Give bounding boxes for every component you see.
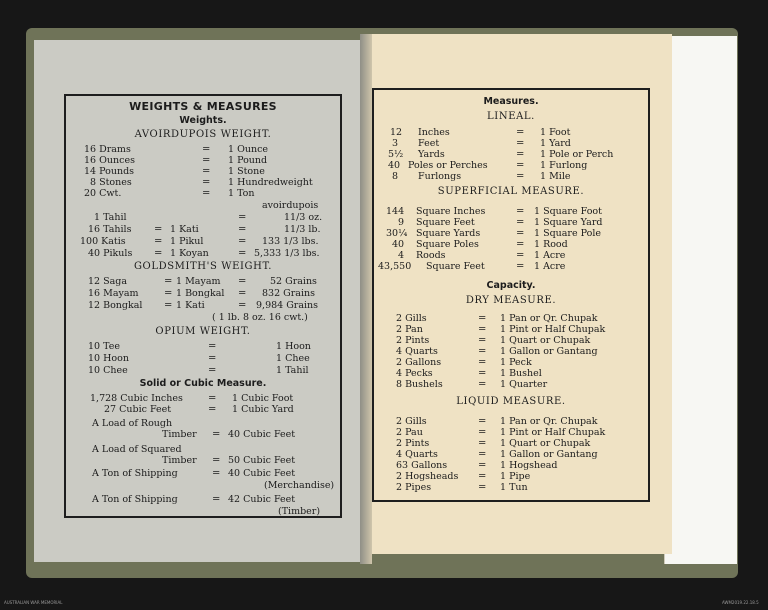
table-row bbox=[66, 288, 340, 300]
equals-sign: = bbox=[516, 239, 525, 250]
equals-sign: = bbox=[154, 236, 163, 247]
equals-sign: = bbox=[202, 177, 211, 188]
cell-text: 4 Quarts bbox=[396, 449, 438, 460]
cell-text: 1 Foot bbox=[540, 127, 571, 138]
cell-text: 43,550 bbox=[378, 261, 412, 272]
cell-text: 5½ bbox=[388, 149, 404, 160]
cell-text: 1 Quarter bbox=[500, 379, 548, 390]
cell-text: 2 Pipes bbox=[396, 482, 432, 493]
cell-text: 16 Ounces bbox=[84, 155, 135, 166]
cell-text: Yards bbox=[418, 149, 445, 160]
cell-text: 14 Pounds bbox=[84, 166, 135, 177]
cell-text: 4 bbox=[398, 250, 405, 261]
equals-sign: = bbox=[208, 393, 217, 404]
equals-sign: = bbox=[516, 127, 525, 138]
table-row bbox=[66, 468, 340, 480]
goldsmith-note: ( 1 lb. 8 oz. 16 cwt.) bbox=[212, 312, 308, 323]
cell-text: 1 Kati bbox=[170, 224, 199, 235]
cell-text: 1 Stone bbox=[228, 166, 265, 177]
equals-sign: = bbox=[202, 188, 211, 199]
table-row bbox=[66, 248, 340, 260]
cell-text: 1 Acre bbox=[534, 250, 566, 261]
back-page-sheet bbox=[664, 36, 737, 564]
cubic-note: (Merchandise) bbox=[264, 480, 335, 491]
cell-text: 1 Koyan bbox=[170, 248, 209, 259]
measures-table bbox=[372, 88, 650, 502]
cell-text: 40 bbox=[388, 160, 401, 171]
cell-text: 1 Ton bbox=[228, 188, 255, 199]
cell-text: 1 Hogshead bbox=[500, 460, 558, 471]
cell-text: 63 Gallons bbox=[396, 460, 448, 471]
equals-sign: = bbox=[516, 261, 525, 272]
cell-text: 2 Gills bbox=[396, 313, 427, 324]
table-row bbox=[66, 455, 340, 467]
equals-sign: = bbox=[516, 171, 525, 182]
cell-text: 1 Gallon or Gantang bbox=[500, 346, 598, 357]
left-title: WEIGHTS & MEASURES bbox=[129, 100, 277, 113]
equals-sign: = bbox=[212, 429, 221, 440]
table-row bbox=[66, 276, 340, 288]
table-row bbox=[374, 482, 648, 494]
equals-sign: = bbox=[478, 460, 487, 471]
cell-text: 1 Pint or Half Chupak bbox=[500, 427, 606, 438]
liquid-heading: LIQUID MEASURE. bbox=[456, 396, 566, 407]
equals-sign: = bbox=[478, 357, 487, 368]
cell-text: 1 Tahil bbox=[94, 212, 127, 223]
equals-sign: = bbox=[208, 341, 217, 352]
cell-text: 42 Cubic Feet bbox=[228, 494, 296, 505]
goldsmith-heading: GOLDSMITH'S WEIGHT. bbox=[133, 261, 273, 272]
equals-sign: = bbox=[212, 494, 221, 505]
cell-text: 1 Bongkal bbox=[176, 288, 225, 299]
cell-text: 16 Drams bbox=[84, 144, 131, 155]
cell-text: 50 Cubic Feet bbox=[228, 455, 296, 466]
equals-sign: = bbox=[478, 416, 487, 427]
cell-text: 40 bbox=[392, 239, 405, 250]
weights-table bbox=[64, 94, 342, 518]
cell-text: 8 Bushels bbox=[396, 379, 443, 390]
cell-text: 40 Cubic Feet bbox=[228, 429, 296, 440]
cell-text: 9 bbox=[398, 217, 405, 228]
cell-text: 133 1/3 lbs. bbox=[262, 236, 319, 247]
archive-credit: AUSTRALIAN WAR MEMORIAL bbox=[4, 600, 63, 605]
cell-text: Poles or Perches bbox=[408, 160, 488, 171]
cell-text: 8 bbox=[392, 171, 399, 182]
cell-text: 2 Hogsheads bbox=[396, 471, 459, 482]
cell-text: 27 Cubic Feet bbox=[104, 404, 172, 415]
cell-text: 100 Katis bbox=[80, 236, 126, 247]
equals-sign: = bbox=[516, 250, 525, 261]
cell-text: 1 Pound bbox=[228, 155, 268, 166]
equals-sign: = bbox=[164, 276, 173, 287]
cell-text: 16 Tahils bbox=[88, 224, 132, 235]
cell-text: 1 Hoon bbox=[276, 341, 311, 352]
cell-text: 1 Mile bbox=[540, 171, 571, 182]
cell-text: Feet bbox=[418, 138, 440, 149]
cell-text: 1 Hundredweight bbox=[228, 177, 313, 188]
cell-text: Square Poles bbox=[416, 239, 479, 250]
cell-text: 1 Yard bbox=[540, 138, 571, 149]
cell-text: Timber bbox=[162, 455, 197, 466]
cell-text: 1 Square Yard bbox=[534, 217, 603, 228]
cell-text: 12 bbox=[390, 127, 403, 138]
cell-text: Furlongs bbox=[418, 171, 462, 182]
equals-sign: = bbox=[164, 300, 173, 311]
table-row bbox=[66, 341, 340, 353]
equals-sign: = bbox=[516, 206, 525, 217]
cell-text: 1 Square Foot bbox=[534, 206, 602, 217]
equals-sign: = bbox=[154, 248, 163, 259]
table-row bbox=[66, 212, 340, 224]
equals-sign: = bbox=[202, 166, 211, 177]
equals-sign: = bbox=[478, 379, 487, 390]
cell-text: Square Inches bbox=[416, 206, 486, 217]
cell-text: 1 Pan or Qr. Chupak bbox=[500, 313, 598, 324]
equals-sign: = bbox=[478, 346, 487, 357]
equals-sign: = bbox=[202, 155, 211, 166]
table-row bbox=[374, 171, 648, 183]
cell-text: 1 Bushel bbox=[500, 368, 542, 379]
cell-text: Inches bbox=[418, 127, 450, 138]
cell-text: 1 Pole or Perch bbox=[540, 149, 614, 160]
cell-text: 12 Saga bbox=[88, 276, 128, 287]
cubic-label: A Load of Rough bbox=[92, 418, 173, 429]
superficial-heading: SUPERFICIAL MEASURE. bbox=[437, 186, 585, 197]
cubic-note: (Timber) bbox=[278, 506, 321, 517]
cell-text: 8 Stones bbox=[90, 177, 132, 188]
cell-text: 1 Square Pole bbox=[534, 228, 602, 239]
equals-sign: = bbox=[478, 438, 487, 449]
cell-text: 20 Cwt. bbox=[84, 188, 122, 199]
table-row bbox=[66, 188, 340, 200]
cell-text: 1 Rood bbox=[534, 239, 568, 250]
cell-text: 2 Pints bbox=[396, 335, 430, 346]
avoirdupois-note: avoirdupois bbox=[262, 200, 319, 211]
equals-sign: = bbox=[212, 455, 221, 466]
lineal-heading: LINEAL. bbox=[487, 111, 535, 122]
cell-text: 11/3 lb. bbox=[284, 224, 321, 235]
equals-sign: = bbox=[478, 482, 487, 493]
cell-text: 1 Quart or Chupak bbox=[500, 335, 591, 346]
cell-text: 1 Pint or Half Chupak bbox=[500, 324, 606, 335]
table-row bbox=[66, 236, 340, 248]
cell-text: 1 Pipe bbox=[500, 471, 531, 482]
cell-text: 40 Pikuls bbox=[88, 248, 133, 259]
cell-text: 1 Acre bbox=[534, 261, 566, 272]
cell-text: 2 Pau bbox=[396, 427, 423, 438]
cell-text: Timber bbox=[162, 429, 197, 440]
cell-text: 4 Pecks bbox=[396, 368, 433, 379]
cell-text: 1 Peck bbox=[500, 357, 532, 368]
equals-sign: = bbox=[516, 138, 525, 149]
cell-text: 1 Pan or Qr. Chupak bbox=[500, 416, 598, 427]
equals-sign: = bbox=[478, 368, 487, 379]
cell-text: 1,728 Cubic Inches bbox=[90, 393, 183, 404]
equals-sign: = bbox=[238, 212, 247, 223]
equals-sign: = bbox=[238, 248, 247, 259]
book-gutter bbox=[360, 34, 372, 564]
cell-text: 52 Grains bbox=[270, 276, 317, 287]
cell-text: 10 Chee bbox=[88, 365, 128, 376]
cell-text: 3 bbox=[392, 138, 399, 149]
cell-text: Roods bbox=[416, 250, 446, 261]
cell-text: 2 Gills bbox=[396, 416, 427, 427]
cell-text: 5,333 1/3 lbs. bbox=[254, 248, 320, 259]
avoirdupois-heading: AVOIRDUPOIS WEIGHT. bbox=[134, 129, 272, 140]
equals-sign: = bbox=[202, 144, 211, 155]
table-row bbox=[66, 429, 340, 441]
cell-text: 1 Gallon or Gantang bbox=[500, 449, 598, 460]
equals-sign: = bbox=[478, 313, 487, 324]
equals-sign: = bbox=[154, 224, 163, 235]
equals-sign: = bbox=[478, 335, 487, 346]
table-row bbox=[374, 379, 648, 391]
equals-sign: = bbox=[516, 217, 525, 228]
table-row bbox=[66, 404, 340, 416]
table-row bbox=[66, 365, 340, 377]
cell-text: 10 Tee bbox=[88, 341, 120, 352]
cell-text: 1 Tahil bbox=[276, 365, 309, 376]
equals-sign: = bbox=[478, 427, 487, 438]
equals-sign: = bbox=[164, 288, 173, 299]
cell-text: 2 Pints bbox=[396, 438, 430, 449]
cell-text: 10 Hoon bbox=[88, 353, 129, 364]
table-row bbox=[66, 300, 340, 312]
equals-sign: = bbox=[238, 236, 247, 247]
equals-sign: = bbox=[478, 324, 487, 335]
cell-text: 1 Quart or Chupak bbox=[500, 438, 591, 449]
cell-text: 11/3 oz. bbox=[284, 212, 323, 223]
equals-sign: = bbox=[516, 149, 525, 160]
archive-id: AWM2019.22.18.5 bbox=[722, 600, 759, 605]
equals-sign: = bbox=[208, 365, 217, 376]
equals-sign: = bbox=[478, 471, 487, 482]
equals-sign: = bbox=[208, 404, 217, 415]
right-title: Measures. bbox=[483, 96, 539, 107]
cubic-label: A Load of Squared bbox=[92, 444, 182, 455]
equals-sign: = bbox=[212, 468, 221, 479]
cell-text: 30¼ bbox=[386, 228, 408, 239]
cubic-heading: Solid or Cubic Measure. bbox=[139, 378, 267, 389]
table-row bbox=[66, 224, 340, 236]
cell-text: 1 Mayam bbox=[176, 276, 221, 287]
cell-text: 1 Kati bbox=[176, 300, 205, 311]
cell-text: 832 Grains bbox=[262, 288, 315, 299]
table-row bbox=[374, 261, 648, 273]
cell-text: A Ton of Shipping bbox=[92, 494, 178, 505]
equals-sign: = bbox=[208, 353, 217, 364]
cell-text: 2 Pan bbox=[396, 324, 423, 335]
cell-text: 40 Cubic Feet bbox=[228, 468, 296, 479]
cell-text: 1 Furlong bbox=[540, 160, 588, 171]
opium-heading: OPIUM WEIGHT. bbox=[155, 326, 251, 337]
cell-text: 144 bbox=[386, 206, 405, 217]
equals-sign: = bbox=[238, 288, 247, 299]
cell-text: 1 Pikul bbox=[170, 236, 204, 247]
cell-text: Square Feet bbox=[426, 261, 485, 272]
cell-text: 4 Quarts bbox=[396, 346, 438, 357]
capacity-heading: Capacity. bbox=[486, 280, 536, 291]
equals-sign: = bbox=[238, 224, 247, 235]
cell-text: 1 Tun bbox=[500, 482, 528, 493]
table-row bbox=[66, 494, 340, 506]
cell-text: Square Feet bbox=[416, 217, 475, 228]
weights-subtitle: Weights. bbox=[179, 115, 227, 126]
cell-text: A Ton of Shipping bbox=[92, 468, 178, 479]
cell-text: Square Yards bbox=[416, 228, 481, 239]
equals-sign: = bbox=[478, 449, 487, 460]
cell-text: 2 Gallons bbox=[396, 357, 442, 368]
table-row bbox=[66, 353, 340, 365]
equals-sign: = bbox=[238, 300, 247, 311]
cell-text: 1 Chee bbox=[276, 353, 310, 364]
cell-text: 1 Ounce bbox=[228, 144, 269, 155]
equals-sign: = bbox=[516, 228, 525, 239]
cell-text: 16 Mayam bbox=[88, 288, 139, 299]
cell-text: 1 Cubic Yard bbox=[232, 404, 294, 415]
equals-sign: = bbox=[516, 160, 525, 171]
dry-heading: DRY MEASURE. bbox=[465, 295, 557, 306]
cell-text: 12 Bongkal bbox=[88, 300, 143, 311]
cell-text: 9,984 Grains bbox=[256, 300, 319, 311]
equals-sign: = bbox=[238, 276, 247, 287]
cell-text: 1 Cubic Foot bbox=[232, 393, 294, 404]
